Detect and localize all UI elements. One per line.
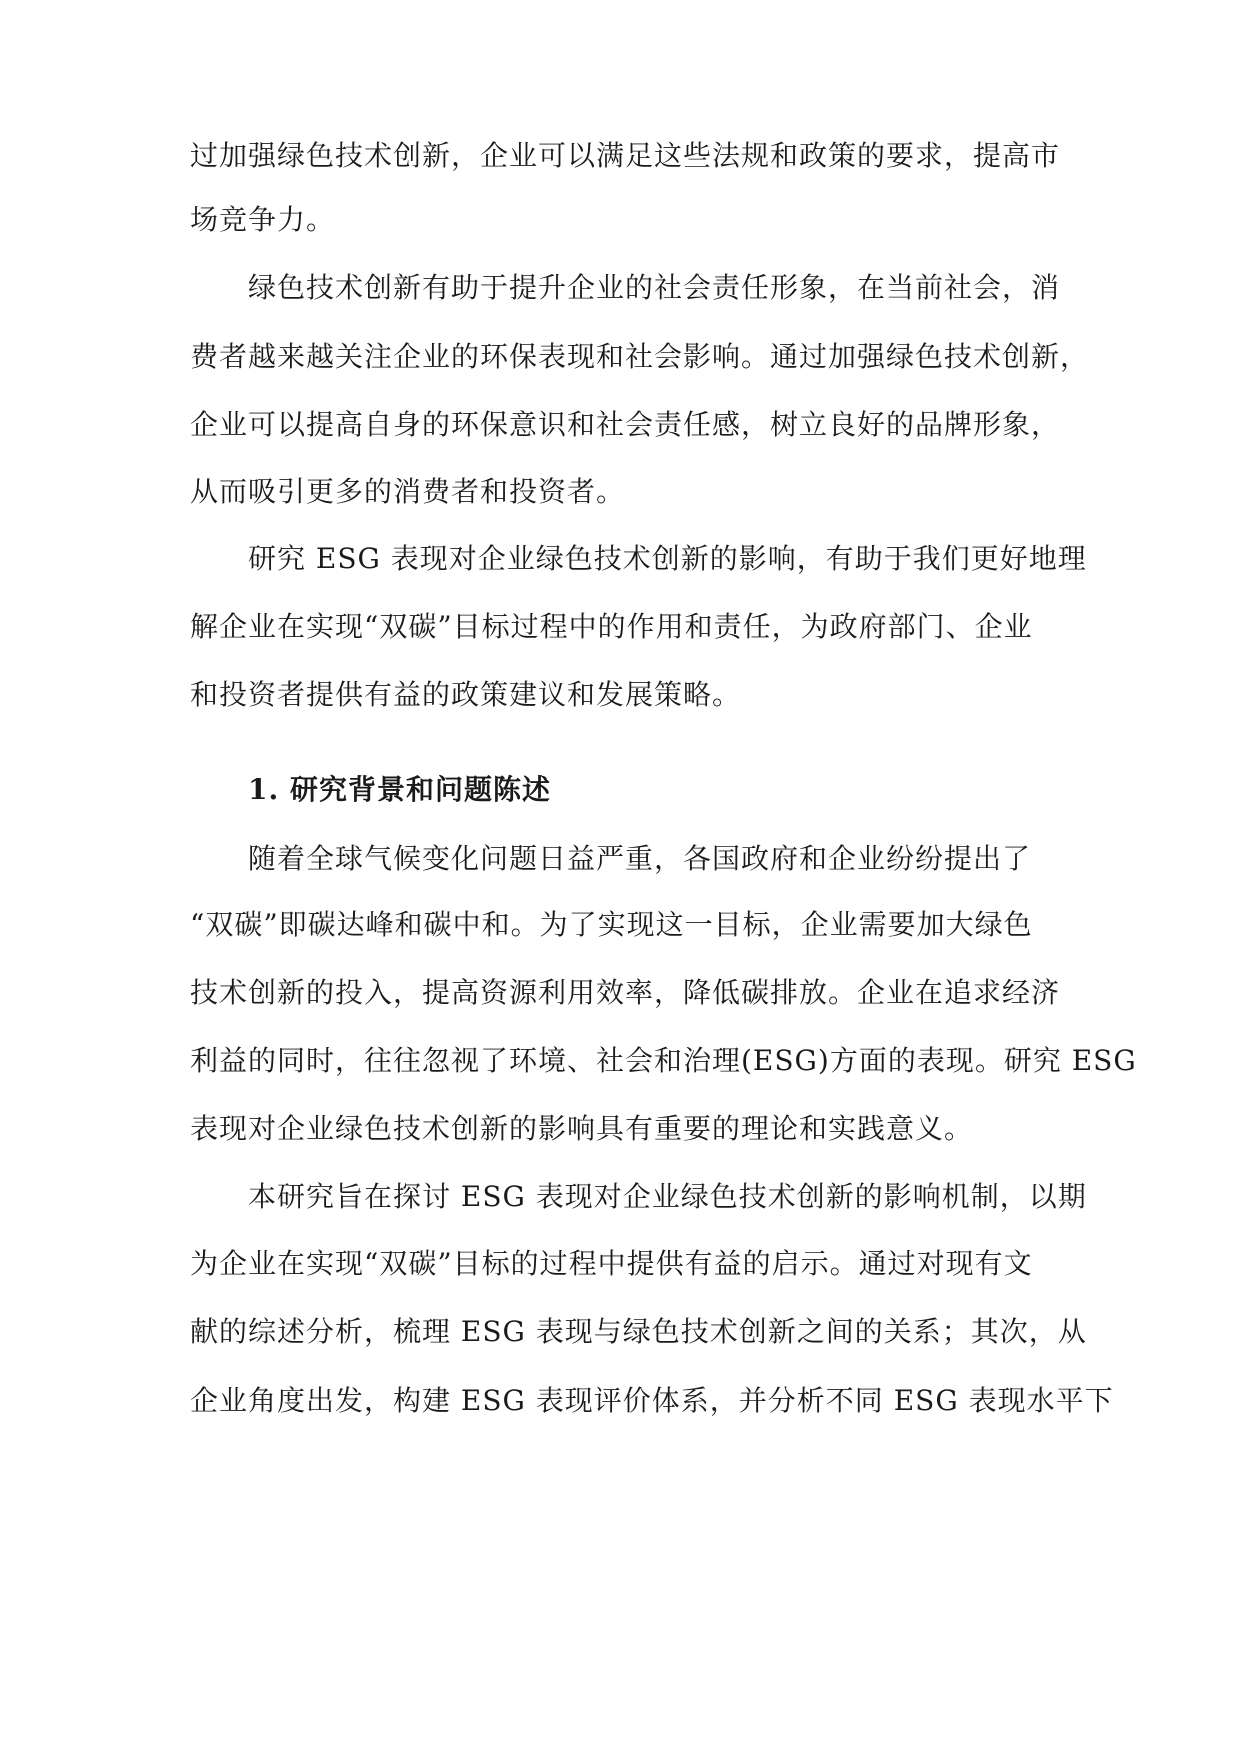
body-text-line: “双碳”即碳达峰和碳中和。为了实现这一目标，企业需要加大绿色 (190, 908, 1033, 941)
body-text-line: 献的综述分析，梳理 ESG 表现与绿色技术创新之间的关系；其次，从 (190, 1315, 1087, 1348)
body-text-line: 企业可以提高自身的环保意识和社会责任感，树立良好的品牌形象， (190, 408, 1061, 441)
body-text-line: 过加强绿色技术创新，企业可以满足这些法规和政策的要求，提高市 (190, 139, 1061, 172)
section-heading: 1. 研究背景和问题陈述 (190, 773, 551, 806)
body-text-line: 场竞争力。 (190, 203, 336, 236)
body-text-line: 技术创新的投入，提高资源利用效率，降低碳排放。企业在追求经济 (190, 976, 1061, 1009)
body-text-line: 企业角度出发，构建 ESG 表现评价体系，并分析不同 ESG 表现水平下 (190, 1384, 1114, 1417)
body-text-line: 和投资者提供有益的政策建议和发展策略。 (190, 678, 742, 711)
body-text-line: 为企业在实现“双碳”目标的过程中提供有益的启示。通过对现有文 (190, 1247, 1033, 1280)
body-text-line: 研究 ESG 表现对企业绿色技术创新的影响，有助于我们更好地理 (190, 542, 1087, 575)
body-text-line: 绿色技术创新有助于提升企业的社会责任形象，在当前社会，消 (190, 271, 1061, 304)
body-text-line: 利益的同时，往往忽视了环境、社会和治理(ESG)方面的表现。研究 ESG (190, 1044, 1137, 1077)
body-text-line: 随着全球气候变化问题日益严重，各国政府和企业纷纷提出了 (190, 842, 1032, 875)
body-text-line: 从而吸引更多的消费者和投资者。 (190, 475, 626, 508)
body-text-line: 表现对企业绿色技术创新的影响具有重要的理论和实践意义。 (190, 1112, 974, 1145)
body-text-line: 解企业在实现“双碳”目标过程中的作用和责任，为政府部门、企业 (190, 610, 1033, 643)
body-text-line: 本研究旨在探讨 ESG 表现对企业绿色技术创新的影响机制，以期 (190, 1180, 1087, 1213)
body-text-line: 费者越来越关注企业的环保表现和社会影响。通过加强绿色技术创新， (190, 340, 1090, 373)
